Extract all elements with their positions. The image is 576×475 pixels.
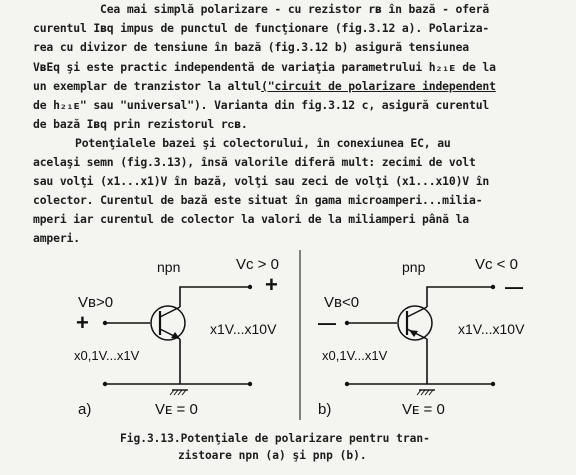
npn-transistor-body <box>151 306 185 340</box>
ground-terminal-a <box>103 382 107 386</box>
underlined-phrase: ("circuit de polarizare independent <box>261 79 496 93</box>
p1-line-5-text: un exemplar de tranzistor la altul <box>33 79 262 93</box>
p1-line-3: rea cu divizor de tensiune în bază (fig.3.12 b) asigură tensiunea <box>33 40 470 54</box>
base-minus-sign: — <box>318 313 336 333</box>
p2-line-1: Potenţialele bazei şi colectorului, în conexiunea EC, au <box>75 136 451 150</box>
collector-range-a: x1V...x10V <box>210 321 277 337</box>
panel-a-letter: a) <box>78 401 92 418</box>
base-plus-sign: + <box>76 310 89 335</box>
ground-terminal-a-right <box>248 382 252 386</box>
collector-minus-sign: — <box>505 277 523 297</box>
p1-line-7: de bază Iʙq prin rezistorul rᴄʙ. <box>33 117 248 131</box>
p1-line-4: VʙEq şi este practic independentă de variaţia parametrului h₂₁ᴇ de la <box>33 60 496 74</box>
p1-line-5 <box>33 77 496 96</box>
p2-line-2: acelaşi semn (fig.3.13), însă valorile diferă mult: zecimi de volt <box>33 155 476 169</box>
collector-range-b: x1V...x10V <box>458 321 525 337</box>
panel-a-npn-circuit <box>74 256 279 418</box>
base-terminal-b <box>345 321 349 325</box>
ve-label-a: Vᴇ = 0 <box>155 401 198 418</box>
ve-label-b: Vᴇ = 0 <box>402 401 445 418</box>
p2-line-5: mperi iar curentul de colector la valori de la miliamperi până la <box>33 212 470 226</box>
p2-line-6: amperi. <box>33 231 80 245</box>
pnp-label: pnp <box>402 259 426 275</box>
vb-label-b: Vʙ<0 <box>324 294 360 311</box>
base-range-b: x0,1V...x1V <box>322 348 388 363</box>
vc-label-a: Vᴄ > 0 <box>236 256 279 273</box>
collector-plus-sign: + <box>265 272 278 297</box>
panel-b-letter: b) <box>318 401 332 418</box>
vc-label-b: Vᴄ < 0 <box>475 256 518 273</box>
caption-line-1: Fig.3.13.Potenţiale de polarizare pentru tran- <box>120 432 430 445</box>
npn-label: npn <box>157 259 181 275</box>
caption-line-2: zistoare npn (a) şi pnp (b). <box>178 449 367 462</box>
p2-line-4: colector. Curentul de bază este situat în gama microamperi...milia- <box>33 193 483 207</box>
p1-line-6: de h₂₁ᴇ" sau "universal"). Varianta din fig.3.12 c, asigură curentul <box>33 98 490 112</box>
collector-wire-b <box>427 287 493 307</box>
panel-b-pnp-circuit <box>318 256 525 418</box>
ground-terminal-b <box>345 382 349 386</box>
ground-terminal-b-right <box>491 382 495 386</box>
collector-wire-a <box>180 287 250 307</box>
vb-label-a: Vʙ>0 <box>78 294 114 311</box>
base-terminal-a <box>103 321 107 325</box>
npn-collector-lead <box>160 307 180 317</box>
base-range-a: x0,1V...x1V <box>74 348 140 363</box>
figure-caption <box>120 430 550 462</box>
p2-line-3: sau volţi (x1...x1)V în bază, volţi sau zeci de volţi (x1...x10)V în <box>33 174 490 188</box>
collector-terminal-a <box>248 285 252 289</box>
collector-terminal-b <box>491 285 495 289</box>
p1-line-1: Cea mai simplă polarizare - cu rezistor rʙ în bază - oferă <box>100 2 490 16</box>
pnp-collector-lead <box>407 307 427 317</box>
p1-line-2: curentul Iʙq impus de punctul de funcţionare (fig.3.12 a). Polariza- <box>33 21 490 35</box>
